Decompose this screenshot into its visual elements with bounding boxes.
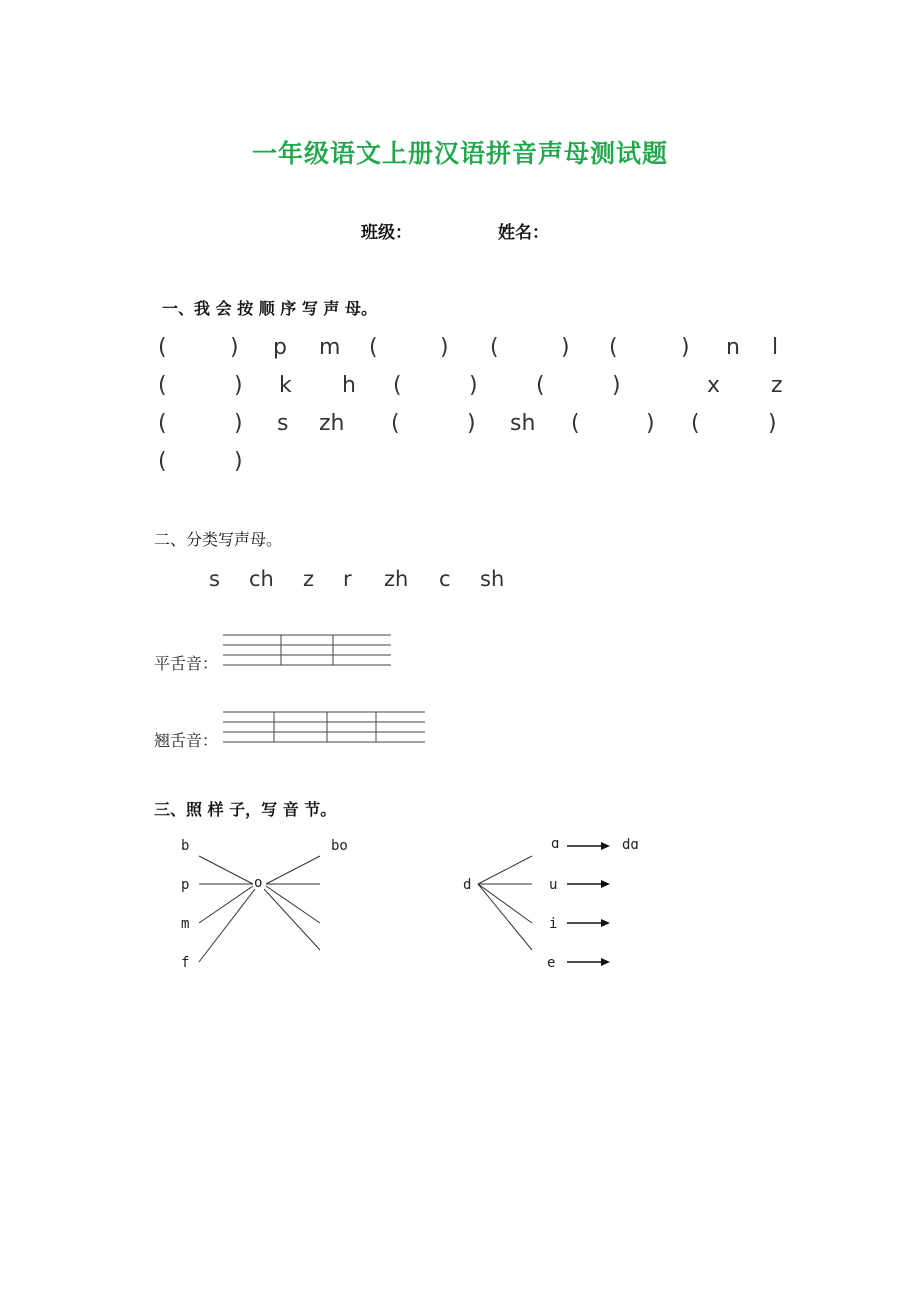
paren-close: ) xyxy=(681,335,690,360)
final-e: e xyxy=(547,955,556,971)
paren-open: ( xyxy=(158,335,167,360)
initial-b: b xyxy=(181,838,190,854)
center-final-o: o xyxy=(254,875,263,891)
section3-heading: 三、照 样 子，写 音 节。 xyxy=(154,800,337,819)
letter: p xyxy=(273,335,287,360)
final-i: i xyxy=(549,916,558,932)
paren-close: ) xyxy=(440,335,449,360)
paren-open: ( xyxy=(691,411,700,436)
paren-open: ( xyxy=(158,373,167,398)
paren-close: ) xyxy=(469,373,478,398)
letter: ch xyxy=(249,567,274,591)
section1-heading: 一、我 会 按 顺 序 写 声 母。 xyxy=(162,299,377,318)
arrow-heads xyxy=(601,842,610,966)
section2-heading: 二、分类写声母。 xyxy=(154,530,283,549)
paren-open: ( xyxy=(490,335,499,360)
letter: m xyxy=(319,335,341,360)
paren-open: ( xyxy=(609,335,618,360)
retroflex-grid[interactable] xyxy=(223,712,425,742)
initial-m: m xyxy=(181,916,190,932)
letter: sh xyxy=(510,411,536,436)
paren-open: ( xyxy=(571,411,580,436)
paren-open: ( xyxy=(536,373,545,398)
paren-open: ( xyxy=(158,411,167,436)
paren-close: ) xyxy=(230,335,239,360)
paren-close: ) xyxy=(768,411,777,436)
paren-open: ( xyxy=(393,373,402,398)
paren-open: ( xyxy=(391,411,400,436)
right-fan-lines xyxy=(478,856,532,950)
letter: r xyxy=(343,567,352,591)
final-u: u xyxy=(549,877,558,893)
initial-d: d xyxy=(463,877,472,893)
final-a: ɑ xyxy=(551,836,560,852)
class-label: 班级： xyxy=(361,223,412,243)
letter: z xyxy=(771,373,783,398)
retroflex-label: 翘舌音： xyxy=(154,731,219,750)
letter: s xyxy=(277,411,289,436)
paren-close: ) xyxy=(646,411,655,436)
paren-open: ( xyxy=(158,449,167,474)
arrow-right-icon xyxy=(601,958,610,966)
initial-p: p xyxy=(181,877,190,893)
flat-tongue-label: 平舌音： xyxy=(154,654,219,673)
paren-close: ) xyxy=(234,411,243,436)
letter: s xyxy=(209,567,220,591)
paren-close: ) xyxy=(234,449,243,474)
arrow-right-icon xyxy=(601,842,610,850)
flat-tongue-grid[interactable] xyxy=(223,635,391,665)
example-syllable-bo: bo xyxy=(331,838,348,854)
paren-close: ) xyxy=(561,335,570,360)
arrow-right-icon xyxy=(601,919,610,927)
letter: zh xyxy=(319,411,345,436)
page-title: 一年级语文上册汉语拼音声母测试题 xyxy=(251,139,668,168)
arrow-lines xyxy=(567,846,603,962)
paren-close: ) xyxy=(234,373,243,398)
letter: l xyxy=(772,335,779,360)
example-syllable-da: dɑ xyxy=(622,837,639,853)
letter: z xyxy=(303,567,315,591)
initial-f: f xyxy=(181,955,190,971)
letter: n xyxy=(726,335,740,360)
letter: h xyxy=(342,373,356,398)
left-fan-lines xyxy=(199,856,320,962)
arrow-right-icon xyxy=(601,880,610,888)
letter: k xyxy=(279,373,292,398)
paren-open: ( xyxy=(369,335,378,360)
letter: zh xyxy=(384,567,409,591)
letter: c xyxy=(439,567,451,591)
paren-close: ) xyxy=(612,373,621,398)
paren-close: ) xyxy=(467,411,476,436)
name-label: 姓名： xyxy=(498,223,549,243)
letter: sh xyxy=(480,567,505,591)
letter: x xyxy=(707,373,721,398)
